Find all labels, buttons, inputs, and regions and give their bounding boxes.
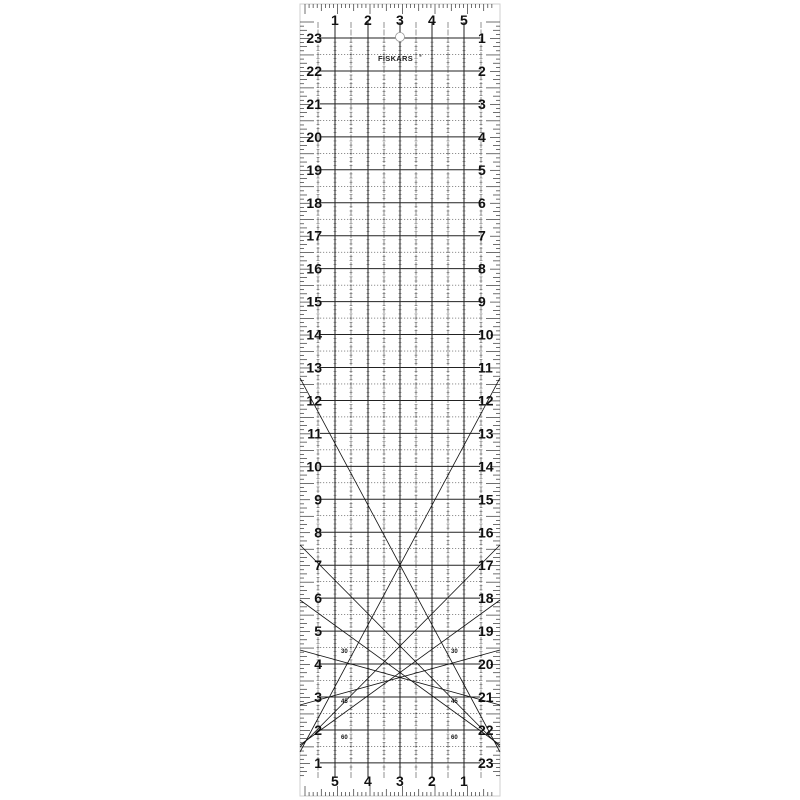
bottom-number: 5 [331,773,339,789]
left-number: 21 [306,95,322,112]
angle-label: 45 [341,699,348,705]
left-number: 14 [306,326,322,343]
right-number: 9 [478,293,486,310]
angle-label: 45 [451,699,458,705]
left-number: 16 [306,260,322,277]
left-number: 7 [314,557,322,574]
right-number: 22 [478,721,494,738]
left-number: 11 [307,425,322,442]
right-number: 4 [478,128,486,145]
left-number: 6 [314,590,322,607]
left-number: 9 [314,491,322,508]
right-number: 1 [478,30,486,46]
right-number: 21 [478,689,494,705]
angle-label: 30 [341,649,348,655]
right-number: 14 [478,458,494,475]
right-number: 12 [478,392,494,409]
right-number: 20 [478,656,494,673]
right-number: 10 [478,326,494,343]
top-number: 5 [460,12,468,28]
left-number: 1 [314,754,322,771]
top-number: 1 [331,12,339,28]
left-number: 13 [306,359,322,376]
right-number: 2 [478,62,486,79]
brand-trademark: ® [419,53,423,58]
left-number: 5 [314,623,322,640]
bottom-number: 4 [364,773,372,789]
right-number: 5 [478,161,486,178]
bottom-number: 3 [396,773,404,789]
left-number: 23 [306,30,322,46]
angle-label: 30 [451,649,458,655]
right-number: 3 [478,95,486,112]
left-number: 19 [306,161,322,178]
left-number: 3 [314,689,322,705]
right-number: 16 [478,524,494,541]
left-number: 20 [306,128,322,145]
left-number: 2 [314,721,322,738]
left-number: 8 [314,524,322,541]
left-number: 17 [306,227,322,244]
right-number: 19 [478,623,494,640]
left-number: 22 [306,62,322,79]
left-number: 15 [306,293,322,310]
left-number: 10 [306,458,322,475]
left-number: 12 [306,392,322,409]
right-number: 11 [478,359,493,376]
right-number: 17 [478,557,494,574]
right-number: 15 [478,491,494,508]
right-number: 23 [478,754,494,771]
top-number: 2 [364,12,372,28]
brand-name: FISKARS [378,54,414,63]
angle-label: 60 [341,735,348,741]
right-number: 7 [478,227,486,244]
left-number: 18 [306,194,322,211]
right-number: 8 [478,260,486,277]
left-number: 4 [314,656,322,673]
top-number: 4 [428,12,436,28]
bottom-number: 2 [428,773,436,789]
angle-label: 60 [451,735,458,741]
right-number: 13 [478,425,494,442]
right-number: 6 [478,194,486,211]
top-number: 3 [396,12,404,28]
bottom-number: 1 [460,773,468,789]
right-number: 18 [478,590,494,607]
